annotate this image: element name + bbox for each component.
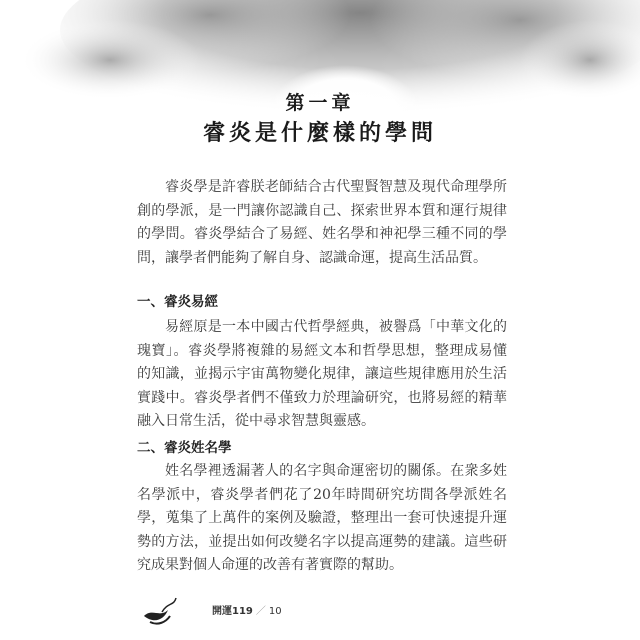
book-title: 開運119 (212, 606, 253, 617)
chapter-title: 睿炎是什麼樣的學問 (202, 120, 437, 146)
section-body-yijing: 易經原是一本中國古代哲學經典，被譽爲「中華文化的瑰寶」。睿炎學將複雜的易經文本和哲學思想，整理成易懂的知識，並揭示宇宙萬物變化規律，讓這些規律應用於生活實踐中。睿炎學者們不僅致力於理論研究，也將易經的精華融入日常生活，從中尋求智慧與靈感。 (137, 319, 507, 429)
footer-separator: ／ (255, 606, 266, 617)
page-number: 10 (268, 606, 282, 617)
intro-paragraph: 睿炎學是許睿朕老師結合古代聖賢智慧及現代命理學所創的學派，是一門讓你認識自己、探索世界本質和運行規律的學問。睿炎學結合了易經、姓名學和神祀學三種不同的學問，讓學者們能夠了解自身、認識命運，提高生活品質。 (137, 179, 507, 266)
section-heading-yijing: 一、睿炎易經 (137, 294, 218, 310)
chapter-label: 第一章 (285, 92, 355, 114)
section-body-naming: 姓名學裡透漏著人的名字與命運密切的關係。在衆多姓名學派中，睿炎學者們花了20年時間研究坊間各學派姓名學，蒐集了上萬件的案例及驗證，整理出一套可快速提升運勢的方法，並提出如何改變名字以提高運勢的建議。這些研究成果對個人命運的改善有著實際的幫助。 (137, 463, 507, 573)
page-footer (212, 602, 282, 617)
section-heading-naming: 二、睿炎姓名學 (137, 440, 232, 456)
brand-logo (140, 582, 208, 632)
